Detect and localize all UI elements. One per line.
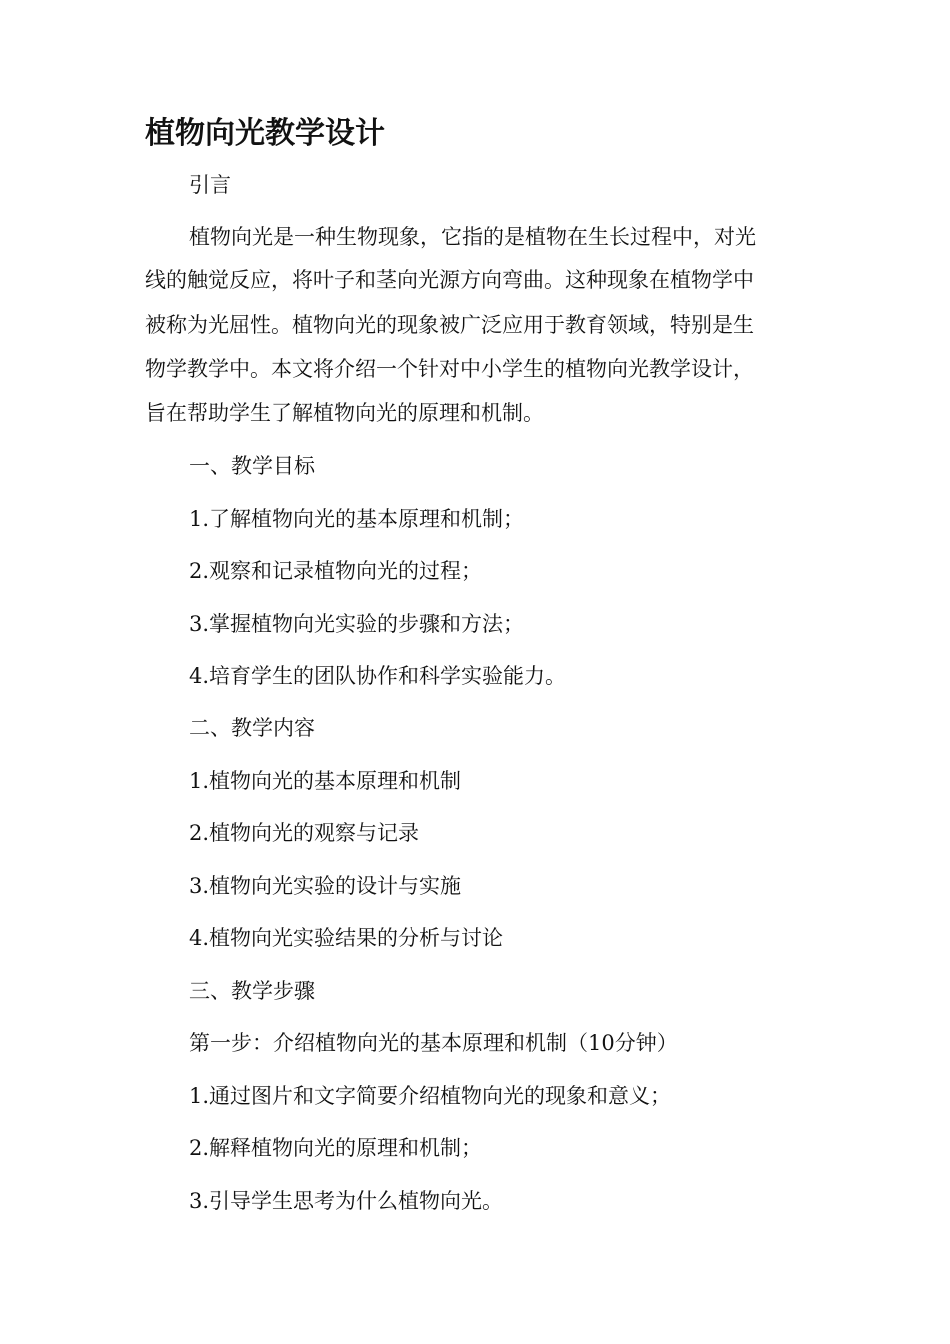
intro-heading: 引言 bbox=[189, 173, 231, 197]
list-item: 2.解释植物向光的原理和机制； bbox=[189, 1136, 483, 1160]
list-item: 1.了解植物向光的基本原理和机制； bbox=[189, 507, 525, 531]
step-heading: 第一步：介绍植物向光的基本原理和机制（10分钟） bbox=[189, 1031, 678, 1055]
section-heading: 二、教学内容 bbox=[189, 716, 315, 740]
intro-line: 旨在帮助学生了解植物向光的原理和机制。 bbox=[145, 401, 544, 425]
list-item: 1.植物向光的基本原理和机制 bbox=[189, 769, 462, 793]
list-item: 3.引导学生思考为什么植物向光。 bbox=[189, 1189, 504, 1213]
list-item: 4.植物向光实验结果的分析与讨论 bbox=[189, 926, 504, 950]
section-heading: 一、教学目标 bbox=[189, 454, 315, 478]
section-heading: 三、教学步骤 bbox=[189, 979, 315, 1003]
list-item: 2.植物向光的观察与记录 bbox=[189, 821, 420, 845]
intro-line: 植物向光是一种生物现象，它指的是植物在生长过程中，对光 bbox=[189, 225, 756, 249]
list-item: 2.观察和记录植物向光的过程； bbox=[189, 559, 483, 583]
intro-line: 被称为光屈性。植物向光的现象被广泛应用于教育领域，特别是生 bbox=[145, 313, 754, 337]
list-item: 4.培育学生的团队协作和科学实验能力。 bbox=[189, 664, 567, 688]
list-item: 1.通过图片和文字简要介绍植物向光的现象和意义； bbox=[189, 1084, 672, 1108]
list-item: 3.掌握植物向光实验的步骤和方法； bbox=[189, 612, 525, 636]
intro-line: 物学教学中。本文将介绍一个针对中小学生的植物向光教学设计， bbox=[145, 357, 754, 381]
document-title: 植物向光教学设计 bbox=[145, 116, 385, 151]
list-item: 3.植物向光实验的设计与实施 bbox=[189, 874, 462, 898]
intro-line: 线的触觉反应，将叶子和茎向光源方向弯曲。这种现象在植物学中 bbox=[145, 268, 754, 292]
